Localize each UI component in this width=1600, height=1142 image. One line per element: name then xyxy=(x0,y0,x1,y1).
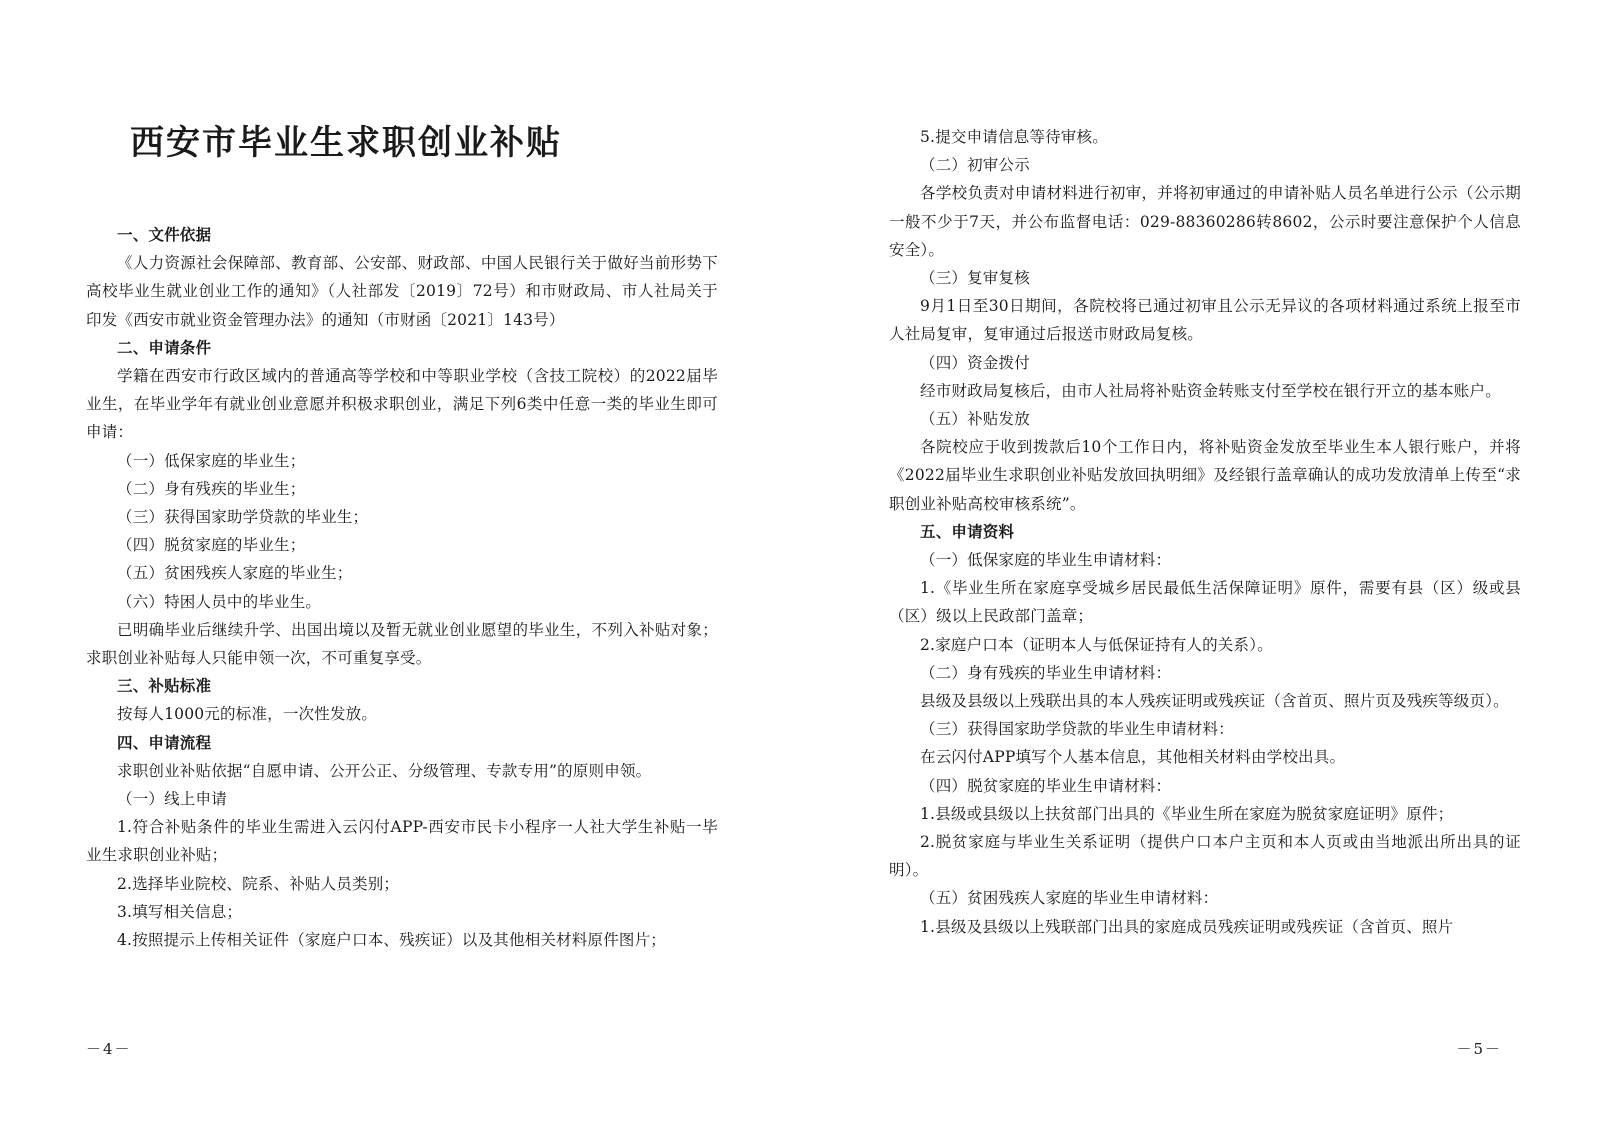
paragraph: 2.选择毕业院校、院系、补贴人员类别； xyxy=(117,874,400,893)
paragraph: 2.脱贫家庭与毕业生关系证明（提供户口本户主页和本人页或由当地派出所出具的证明）。 xyxy=(889,833,1521,880)
paragraph: （四）脱贫家庭的毕业生； xyxy=(117,536,306,555)
paragraph: 2.家庭户口本（证明本人与低保证持有人的关系）。 xyxy=(920,635,1273,654)
paragraph: 各院校应于收到拨款后10个工作日内，将补贴资金发放至毕业生本人银行账户，并将《2022届毕业生求职创业补贴发放回执明细》及经银行盖章确认的成功发放清单上传至“求职创业补贴高校审核系统”。 xyxy=(889,438,1521,513)
paragraph: 1.县级及县级以上残联部门出具的家庭成员残疾证明或残疾证（含首页、照片 xyxy=(920,917,1454,936)
paragraph: （二）初审公示 xyxy=(920,156,1030,175)
paragraph: （四）资金拨付 xyxy=(920,353,1030,372)
paragraph: （五）贫困残疾人家庭的毕业生申请材料： xyxy=(920,889,1219,908)
paragraph: 按每人1000元的标准，一次性发放。 xyxy=(117,705,378,724)
page-number-right: －5－ xyxy=(1456,1040,1502,1058)
paragraph: （三）获得国家助学贷款的毕业生； xyxy=(117,508,369,527)
right-page xyxy=(800,0,1600,1142)
document-title: 西安市毕业生求职创业补贴 xyxy=(130,123,562,163)
paragraph: （四）脱贫家庭的毕业生申请材料： xyxy=(920,776,1172,795)
paragraph: 1.符合补贴条件的毕业生需进入云闪付APP-西安市民卡小程序一人社大学生补贴一毕业生求职创业补贴； xyxy=(86,818,718,865)
paragraph: 经市财政局复核后，由市人社局将补贴资金转账支付至学校在银行开立的基本账户。 xyxy=(920,381,1501,400)
paragraph: （一）低保家庭的毕业生申请材料： xyxy=(920,551,1172,570)
page-number-left: －4－ xyxy=(86,1040,132,1058)
paragraph: （一）低保家庭的毕业生； xyxy=(117,451,306,470)
paragraph: （五）贫困残疾人家庭的毕业生； xyxy=(117,564,353,583)
paragraph: （六）特困人员中的毕业生。 xyxy=(117,592,322,611)
section-heading: 一、文件依据 xyxy=(117,225,212,244)
paragraph: 已明确毕业后继续升学、出国出境以及暂无就业创业愿望的毕业生，不列入补贴对象；求职创业补贴每人只能申领一次，不可重复享受。 xyxy=(86,620,718,668)
paragraph: （三）复审复核 xyxy=(920,269,1030,288)
paragraph: 各学校负责对申请材料进行初审，并将初审通过的申请补贴人员名单进行公示（公示期一般不少于7天，并公布监督电话：029-88360286转8602，公示时要注意保护个人信息安全）。 xyxy=(889,184,1521,259)
paragraph: 县级及县级以上残联出具的本人残疾证明或残疾证（含首页、照片页及残疾等级页）。 xyxy=(920,692,1509,711)
paragraph: 在云闪付APP填写个人基本信息，其他相关材料由学校出具。 xyxy=(920,748,1346,767)
right-page-body xyxy=(889,123,1521,941)
section-heading: 五、申请资料 xyxy=(920,521,1015,541)
paragraph: 求职创业补贴依据“自愿申请、公开公正、分级管理、专款专用”的原则申领。 xyxy=(117,761,652,780)
paragraph: 9月1日至30日期间，各院校将已通过初审且公示无异议的各项材料通过系统上报至市人社局复审，复审通过后报送市财政局复核。 xyxy=(889,297,1521,344)
paragraph: （三）获得国家助学贷款的毕业生申请材料： xyxy=(920,720,1235,739)
paragraph: （五）补贴发放 xyxy=(920,410,1030,429)
section-heading: 二、申请条件 xyxy=(117,337,212,357)
paragraph: 《人力资源社会保障部、教育部、公安部、财政部、中国人民银行关于做好当前形势下高校毕业生就业创业工作的通知》（人社部发〔2019〕72号）和市财政局、市人社局关于印发《西安市就业资金管理办法》的通知（市财函〔2021〕143号） xyxy=(86,254,718,329)
paragraph: 学籍在西安市行政区域内的普通高等学校和中等职业学校（含技工院校）的2022届毕业生，在毕业学年有就业创业意愿并积极求职创业，满足下列6类中任意一类的毕业生即可申请： xyxy=(86,367,718,442)
paragraph: 4.按照提示上传相关证件（家庭户口本、残疾证）以及其他相关材料原件图片； xyxy=(117,931,666,950)
paragraph: （二）身有残疾的毕业生申请材料： xyxy=(920,663,1172,682)
left-page-body xyxy=(86,221,718,954)
paragraph: 5.提交申请信息等待审核。 xyxy=(920,128,1108,146)
paragraph: （一）线上申请 xyxy=(117,790,227,809)
paragraph: 3.填写相关信息； xyxy=(117,902,243,921)
paragraph: 1.县级或县级以上扶贫部门出具的《毕业生所在家庭为脱贫家庭证明》原件； xyxy=(920,804,1454,823)
paragraph: 1.《毕业生所在家庭享受城乡居民最低生活保障证明》原件，需要有县（区）级或县（区）级以上民政部门盖章； xyxy=(889,579,1521,626)
section-heading: 三、补贴标准 xyxy=(117,676,212,696)
paragraph: （二）身有残疾的毕业生； xyxy=(117,479,306,498)
section-heading: 四、申请流程 xyxy=(117,732,212,752)
